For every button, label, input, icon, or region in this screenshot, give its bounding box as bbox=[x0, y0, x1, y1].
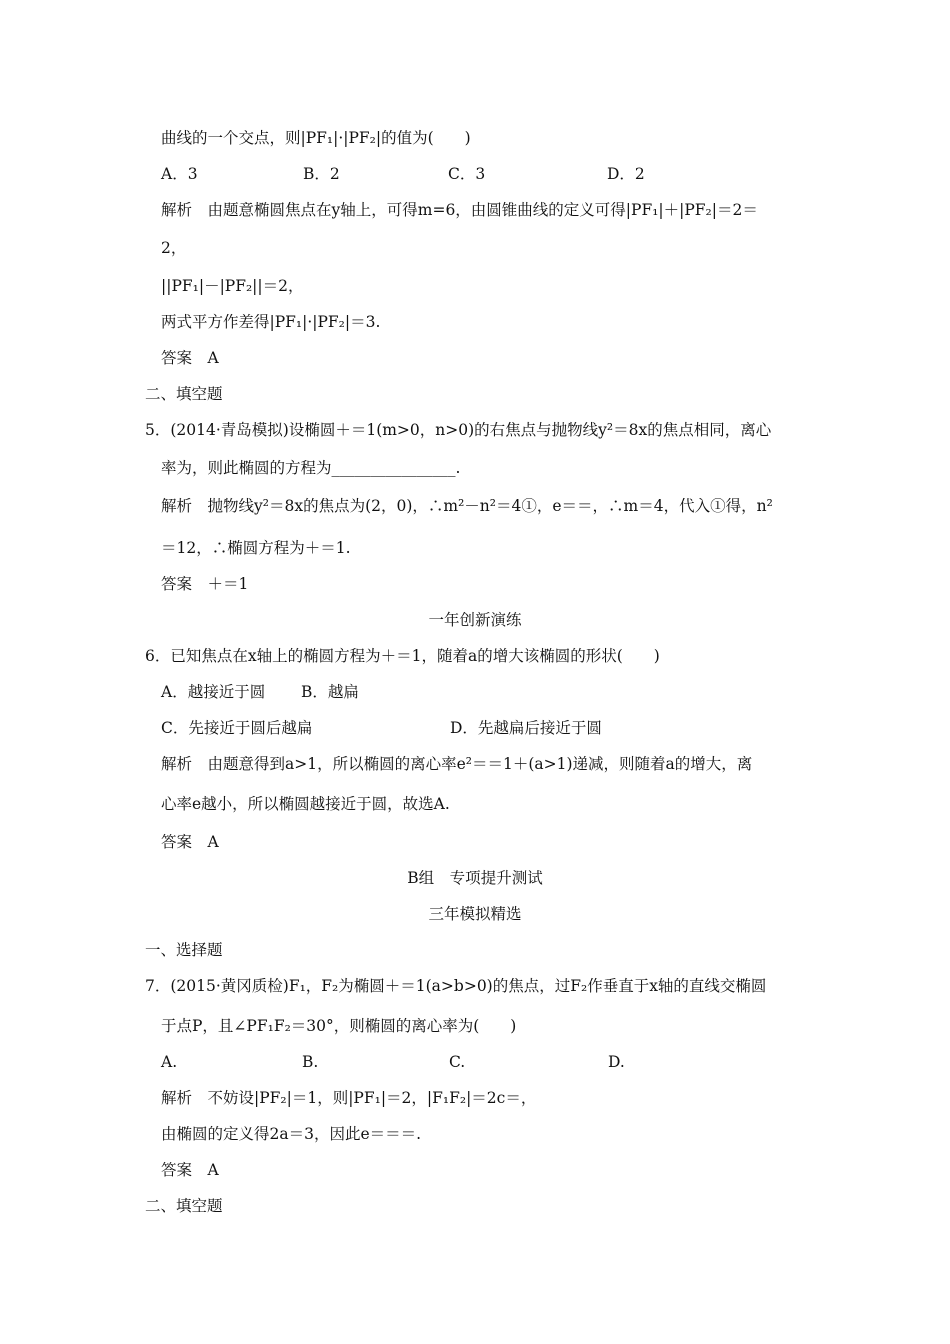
q7-stem-line1: 7．(2015·黄冈质检)F₁，F₂为椭圆＋＝1(a>b>0)的焦点，过F₂作垂直于x轴的直线交椭圆 bbox=[145, 977, 767, 995]
q6-answer: 答案 A bbox=[161, 833, 219, 851]
heading-three-year: 三年模拟精选 bbox=[428, 905, 522, 923]
q6-option-d: D．先越扁后接近于圆 bbox=[450, 719, 602, 737]
section-fill-heading: 二、填空题 bbox=[145, 385, 223, 403]
q7-analysis-line1: 解析 不妨设|PF₂|＝1，则|PF₁|＝2，|F₁F₂|＝2c＝， bbox=[161, 1089, 537, 1107]
q4-option-c: C．3 bbox=[448, 165, 486, 183]
q5-analysis-line2: ＝12，∴椭圆方程为＋＝1. bbox=[161, 539, 351, 557]
q5-stem-line1: 5．(2014·青岛模拟)设椭圆＋＝1(m>0，n>0)的右焦点与抛物线y²＝8x的焦点相同，离心 bbox=[145, 421, 772, 439]
q4-analysis-line2: 2， bbox=[161, 239, 187, 257]
section-choice-heading: 一、选择题 bbox=[145, 941, 223, 959]
q4-option-d: D．2 bbox=[607, 165, 645, 183]
q7-analysis-line2: 由椭圆的定义得2a＝3，因此e＝＝＝. bbox=[161, 1125, 422, 1143]
q5-analysis-line1: 解析 抛物线y²＝8x的焦点为(2，0)，∴m²－n²＝4①，e＝＝，∴m＝4，代入①得，n² bbox=[161, 497, 773, 515]
q5-answer: 答案 ＋＝1 bbox=[161, 575, 249, 593]
q7-stem-line2: 于点P，且∠PF₁F₂＝30°，则椭圆的离心率为( ) bbox=[161, 1017, 517, 1035]
q7-option-d: D. bbox=[608, 1053, 625, 1071]
q7-option-a: A. bbox=[161, 1053, 178, 1071]
q6-analysis-line2: 心率e越小，所以椭圆越接近于圆，故选A. bbox=[161, 795, 450, 813]
q7-answer: 答案 A bbox=[161, 1161, 219, 1179]
heading-group-b: B组 专项提升测试 bbox=[407, 869, 543, 887]
q6-option-b: B．越扁 bbox=[301, 683, 359, 701]
q6-stem: 6．已知焦点在x轴上的椭圆方程为＋＝1，随着a的增大该椭圆的形状( ) bbox=[145, 647, 660, 665]
q7-option-c: C. bbox=[449, 1053, 466, 1071]
heading-innovation: 一年创新演练 bbox=[428, 611, 522, 629]
q7-option-b: B. bbox=[302, 1053, 319, 1071]
q6-option-a: A．越接近于圆 bbox=[161, 683, 266, 701]
q4-analysis-line4: 两式平方作差得|PF₁|·|PF₂|＝3. bbox=[161, 313, 381, 331]
q5-stem-line2: 率为，则此椭圆的方程为________________. bbox=[161, 459, 461, 477]
q6-option-c: C．先接近于圆后越扁 bbox=[161, 719, 313, 737]
q6-analysis-line1: 解析 由题意得到a>1，所以椭圆的离心率e²＝＝1＋(a>1)递减，则随着a的增大，离 bbox=[161, 755, 753, 773]
q4-analysis-line3: ||PF₁|－|PF₂||＝2， bbox=[161, 277, 304, 295]
q4-option-a: A．3 bbox=[161, 165, 198, 183]
q4-option-b: B．2 bbox=[303, 165, 340, 183]
q4-answer: 答案 A bbox=[161, 349, 219, 367]
section-fill-heading-2: 二、填空题 bbox=[145, 1197, 223, 1215]
q4-analysis-line1: 解析 由题意椭圆焦点在y轴上，可得m=6，由圆锥曲线的定义可得|PF₁|＋|PF₂|＝2＝ bbox=[161, 201, 758, 219]
q4-stem: 曲线的一个交点，则|PF₁|·|PF₂|的值为( ) bbox=[161, 129, 471, 147]
